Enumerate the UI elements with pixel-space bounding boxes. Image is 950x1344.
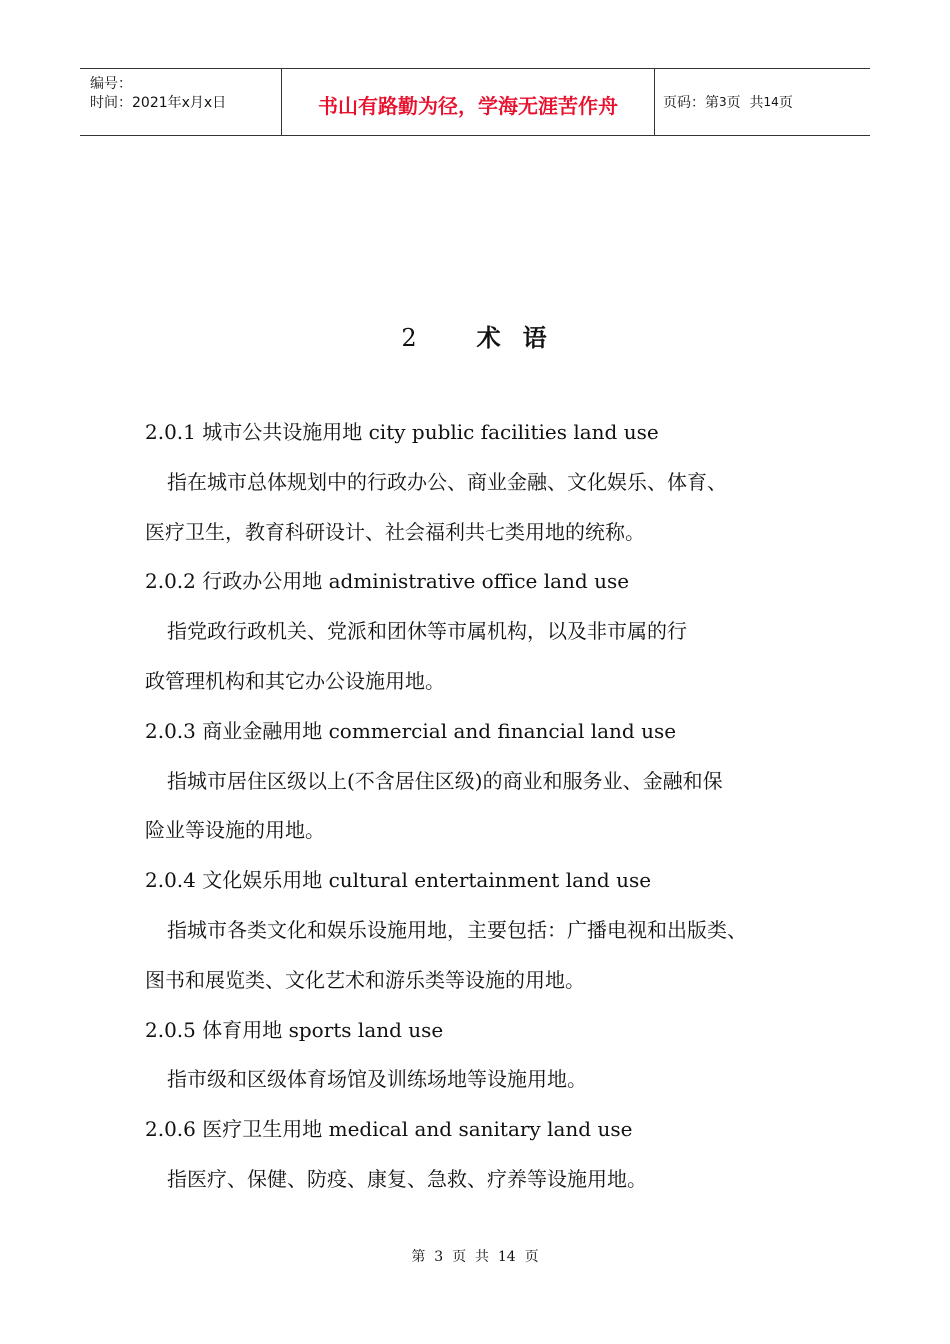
- page-end-label: 页: [778, 95, 793, 111]
- term-description: 指党政行政机关、党派和团休等市属机构，以及非市属的行: [167, 619, 687, 644]
- section-number: 2: [401, 324, 419, 352]
- term-description-cont: 医疗卫生，教育科研设计、社会福利共七类用地的统称。: [145, 519, 645, 544]
- terms-content: [145, 408, 825, 1205]
- term-description: 指城市居住区级以上(不含居住区级)的商业和服务业、金融和保: [167, 768, 723, 793]
- term-description: 指在城市总体规划中的行政办公、商业金融、文化娱乐、体育、: [167, 469, 727, 494]
- term-description-cont: 图书和展览类、文化艺术和游乐类等设施的用地。: [145, 967, 585, 992]
- term-heading: 2.0.2 行政办公用地 administrative office land use: [145, 569, 630, 594]
- term-heading: 2.0.6 医疗卫生用地 medical and sanitary land use: [145, 1117, 633, 1142]
- term-description: 指市级和区级体育场馆及训练场地等设施用地。: [167, 1067, 587, 1092]
- page-mid-label: 页 共: [726, 95, 764, 111]
- document-number-label: 编号：: [90, 76, 132, 92]
- page-footer: 第 3 页 共 14 页: [411, 1249, 539, 1265]
- header-motto: 书山有路勤为径，学海无涯苦作舟: [282, 69, 655, 135]
- term-heading: 2.0.4 文化娱乐用地 cultural entertainment land use: [145, 868, 652, 893]
- term-description-cont: 政管理机构和其它办公设施用地。: [145, 668, 445, 693]
- page-number: 3: [719, 95, 727, 109]
- term-heading: 2.0.5 体育用地 sports land use: [145, 1017, 444, 1042]
- document-time-label: 时间：2021年x月x日: [90, 95, 227, 111]
- term-description: 指城市各类文化和娱乐设施用地，主要包括：广播电视和出版类、: [167, 917, 747, 942]
- term-heading: 2.0.1 城市公共设施用地 city public facilities land use: [145, 420, 659, 444]
- header-meta: [80, 69, 282, 135]
- section-title-char-2: 语: [522, 323, 549, 352]
- header-page-info: [655, 69, 870, 135]
- term-heading: 2.0.3 商业金融用地 commercial and financial land use: [145, 718, 677, 743]
- section-title: [0, 318, 950, 353]
- page-header: [80, 68, 870, 136]
- term-description-cont: 险业等设施的用地。: [145, 818, 325, 843]
- section-title-char-1: 术: [476, 323, 503, 352]
- page-total: 14: [763, 95, 779, 109]
- term-description: 指医疗、保健、防疫、康复、急救、疗养等设施用地。: [167, 1166, 647, 1191]
- page-label: 页码：第: [663, 95, 719, 111]
